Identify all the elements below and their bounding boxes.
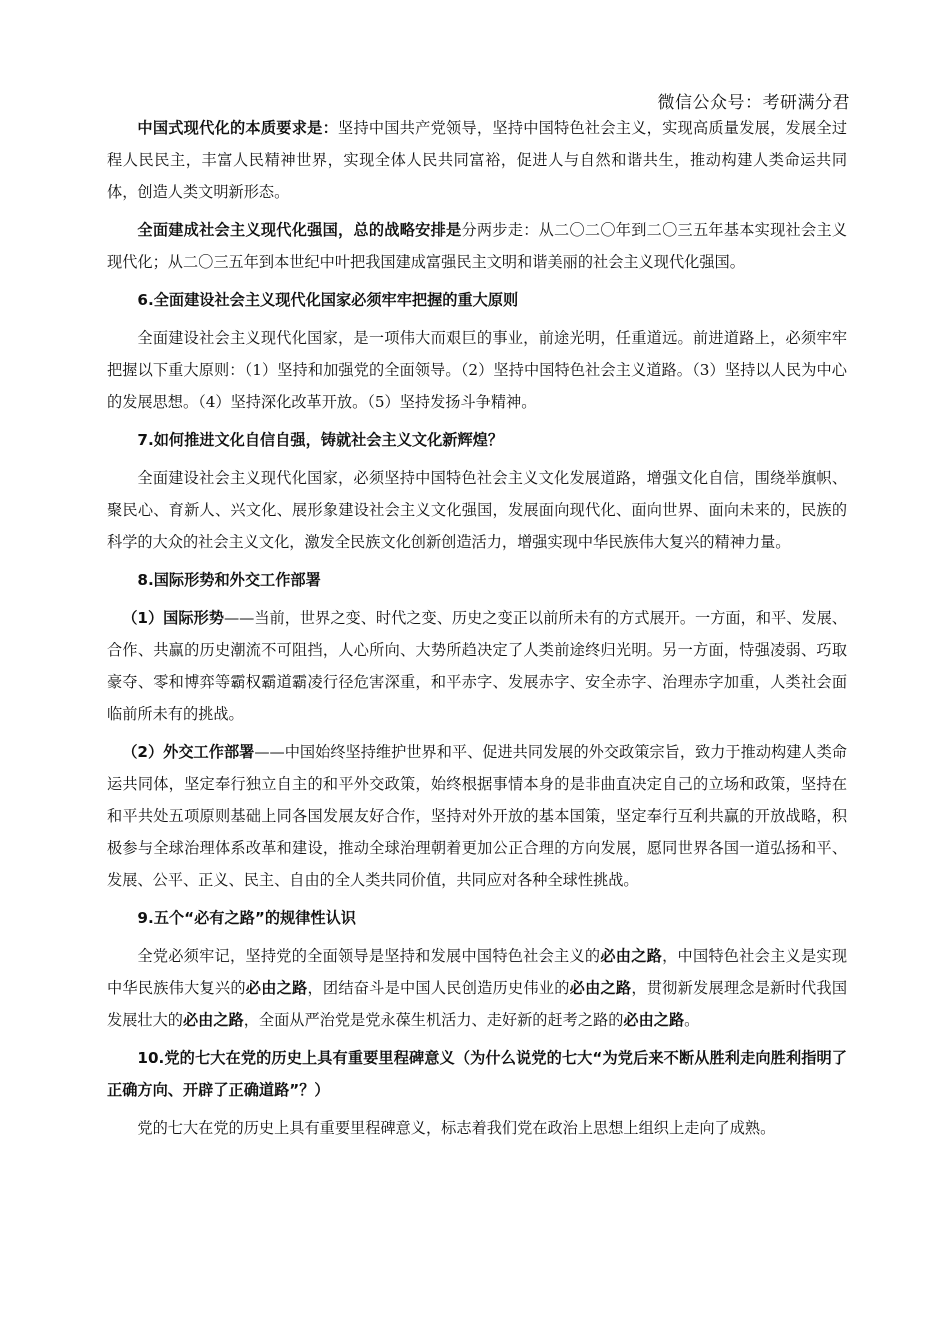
section-9-text: [107, 940, 847, 1036]
key-phrase: 必由之路: [569, 979, 632, 997]
section-8-international-situation: [107, 602, 847, 730]
key-phrase: 必由之路: [182, 1011, 244, 1029]
section-heading-9: 9.五个“必有之路”的规律性认识: [137, 909, 356, 927]
paragraph-text: 分两步走：从二〇二〇年到二〇三五年基本实现社会主义现代化；从二〇三五年到本世纪中叶把我国建成富强民主文明和谐美丽的社会主义现代化强国。: [107, 221, 848, 271]
section-6-text: 全面建设社会主义现代化国家，是一项伟大而艰巨的事业，前途光明，任重道远。前进道路上，必须牢牢把握以下重大原则：（1）坚持和加强党的全面领导。（2）坚持中国特色社会主义道路。（3）坚持以人民为中心的发展思想。（4）坚持深化改革开放。（5）坚持发扬斗争精神。: [107, 329, 847, 411]
section-8-diplomacy: [107, 736, 847, 896]
paragraph-text: ，全面从严治党是党永葆生机活力、走好新的赶考之路的: [243, 1011, 624, 1029]
section-heading-10: 10.党的七大在党的历史上具有重要里程碑意义（为什么说党的七大“为党后来不断从胜利走向胜利指明了正确方向、开辟了正确道路”？）: [107, 1049, 847, 1099]
paragraph-text: ——中国始终坚持维护世界和平、促进共同发展的外交政策宗旨，致力于推动构建人类命运共同体，坚定奉行独立自主的和平外交政策，始终根据事情本身的是非曲直决定自己的立场和政策，坚持在和平共处五项原则基础上同各国发展友好合作，坚持对外开放的基本国策，坚定奉行互利共赢的开放战略，积极参与全球治理体系改革和建设，推动全球治理朝着更加公正合理的方向发展，愿同世界各国一道弘扬和平、发展、公平、正义、民主、自由的全人类共同价值，共同应对各种全球性挑战。: [107, 743, 847, 889]
document-body: [107, 112, 847, 1150]
section-heading-7: 7.如何推进文化自信自强，铸就社会主义文化新辉煌？: [137, 431, 504, 449]
section-7-text: 全面建设社会主义现代化国家，必须坚持中国特色社会主义文化发展道路，增强文化自信，围绕举旗帜、聚民心、育新人、兴文化、展形象建设社会主义文化强国，发展面向现代化、面向世界、面向未来的，民族的科学的大众的社会主义文化，激发全民族文化创新创造活力，增强实现中华民族伟大复兴的精神力量。: [107, 469, 847, 551]
paragraph-text: ——当前，世界之变、时代之变、历史之变正以前所未有的方式展开。一方面，和平、发展、合作、共赢的历史潮流不可阻挡，人心所向、大势所趋决定了人类前途终归光明。另一方面，恃强凌弱、巧取豪夺、零和博弈等霸权霸道霸凌行径危害深重，和平赤字、发展赤字、安全赤字、治理赤字加重，人类社会面临前所未有的挑战。: [107, 609, 847, 723]
paragraph-essential-requirements: [107, 112, 847, 208]
key-phrase: 必由之路: [600, 947, 663, 965]
key-phrase: 必由之路: [623, 1011, 685, 1029]
bold-lead: 中国式现代化的本质要求是：: [137, 119, 339, 137]
bold-lead: （2）外交工作部署: [122, 743, 255, 761]
paragraph-text: 坚持中国共产党领导，坚持中国特色社会主义，实现高质量发展，发展全过程人民民主，丰富人民精神世界，实现全体人民共同富裕，促进人与自然和谐共生，推动构建人类命运共同体，创造人类文明新形态。: [107, 119, 848, 201]
section-heading-6: 6.全面建设社会主义现代化国家必须牢牢把握的重大原则: [137, 291, 519, 309]
bold-lead: （1）国际形势: [122, 609, 224, 627]
paragraph-text: 。: [684, 1011, 700, 1029]
paragraph-text: 全党必须牢记，坚持党的全面领导是坚持和发展中国特色社会主义的: [137, 947, 601, 965]
section-heading-8: 8.国际形势和外交工作部署: [137, 571, 321, 589]
section-10-text: 党的七大在党的历史上具有重要里程碑意义，标志着我们党在政治上思想上组织上走向了成熟。: [137, 1119, 776, 1137]
paragraph-text: ，中国特色社会主义是实现中华民族伟大复兴的: [107, 947, 848, 997]
paragraph-strategic-arrangement: [107, 214, 847, 278]
paragraph-text: ，贯彻新发展理念是新时代我国发展壮大的: [107, 979, 848, 1029]
key-phrase: 必由之路: [245, 979, 308, 997]
wechat-watermark: 微信公众号：考研满分君: [657, 93, 850, 113]
bold-lead: 全面建成社会主义现代化强国，总的战略安排是: [137, 221, 462, 239]
paragraph-text: ，团结奋斗是中国人民创造历史伟业的: [307, 979, 570, 997]
